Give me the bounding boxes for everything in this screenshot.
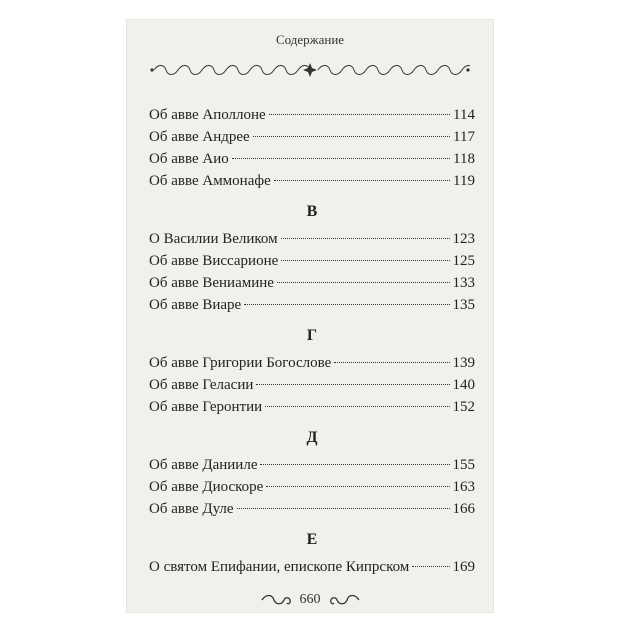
dot-leader — [269, 114, 450, 115]
toc-entry[interactable] — [149, 104, 475, 126]
section-letter: Д — [306, 429, 318, 446]
page-number: 660 — [299, 592, 321, 607]
dot-leader — [260, 464, 449, 465]
toc-entry-title: Об авве Диоскоре — [149, 479, 264, 495]
toc-entry[interactable] — [149, 170, 475, 192]
curl-flourish-right-icon — [327, 594, 361, 606]
toc-entry-page: 119 — [453, 173, 475, 189]
toc-entry-page: 152 — [452, 399, 475, 415]
book-page — [127, 20, 493, 612]
toc-entry-title: Об авве Вениамине — [149, 275, 274, 291]
dot-leader — [281, 260, 449, 261]
section-letter: В — [306, 203, 318, 220]
dot-leader — [274, 180, 450, 181]
toc-entry-title: Об авве Андрее — [149, 129, 250, 145]
toc-entry-page: 114 — [453, 107, 475, 123]
toc-entry-page: 123 — [452, 231, 475, 247]
toc-entry[interactable] — [149, 294, 475, 316]
toc-entry[interactable] — [149, 250, 475, 272]
dot-leader — [412, 566, 449, 567]
toc-entry-title: Об авве Виаре — [149, 297, 242, 313]
toc-entry-title: Об авве Аммонафе — [149, 173, 271, 189]
toc-entry-page: 169 — [452, 559, 475, 575]
section-letter: Е — [306, 531, 318, 548]
toc-entry-title: Об авве Аио — [149, 151, 229, 167]
dot-leader — [334, 362, 449, 363]
table-of-contents — [149, 104, 475, 578]
dot-leader — [266, 486, 449, 487]
toc-entry-page: 133 — [452, 275, 475, 291]
toc-entry-title: Об авве Виссарионе — [149, 253, 279, 269]
dot-leader — [253, 136, 450, 137]
curl-flourish-left-icon — [260, 594, 294, 606]
toc-entry-page: 125 — [452, 253, 475, 269]
toc-entry-title: Об авве Геронтии — [149, 399, 263, 415]
toc-entry-page: 117 — [453, 129, 475, 145]
toc-entry-page: 139 — [452, 355, 475, 371]
dot-leader — [265, 406, 449, 407]
toc-entry[interactable] — [149, 498, 475, 520]
toc-entry[interactable] — [149, 126, 475, 148]
section-letter: Г — [306, 327, 318, 344]
toc-entry-page: 140 — [452, 377, 475, 393]
dot-leader — [277, 282, 450, 283]
running-title: Содержание — [275, 32, 345, 47]
toc-entry-page: 163 — [452, 479, 475, 495]
toc-entry[interactable] — [149, 272, 475, 294]
dot-leader — [256, 384, 449, 385]
toc-entry-page: 135 — [452, 297, 475, 313]
dot-leader — [281, 238, 450, 239]
toc-entry-title: Об авве Григории Богослове — [149, 355, 332, 371]
toc-entry-title: Об авве Аполлоне — [149, 107, 266, 123]
dot-leader — [232, 158, 450, 159]
toc-entry[interactable] — [149, 374, 475, 396]
toc-entry-page: 155 — [452, 457, 475, 473]
toc-entry-title: Об авве Данииле — [149, 457, 258, 473]
dot-leader — [244, 304, 449, 305]
toc-entry[interactable] — [149, 148, 475, 170]
toc-entry-title: О Василии Великом — [149, 231, 278, 247]
toc-entry-title: О святом Епифании, епископе Кипрском — [149, 559, 410, 575]
toc-entry-title: Об авве Дуле — [149, 501, 234, 517]
toc-entry[interactable] — [149, 352, 475, 374]
toc-entry[interactable] — [149, 454, 475, 476]
toc-entry[interactable] — [149, 228, 475, 250]
toc-entry[interactable] — [149, 556, 475, 578]
scroll-ornament-icon — [150, 62, 470, 78]
dot-leader — [237, 508, 450, 509]
toc-entry-page: 166 — [452, 501, 475, 517]
page-footer — [127, 592, 493, 608]
toc-entry[interactable] — [149, 476, 475, 498]
toc-entry[interactable] — [149, 396, 475, 418]
toc-entry-page: 118 — [453, 151, 475, 167]
toc-entry-title: Об авве Геласии — [149, 377, 254, 393]
